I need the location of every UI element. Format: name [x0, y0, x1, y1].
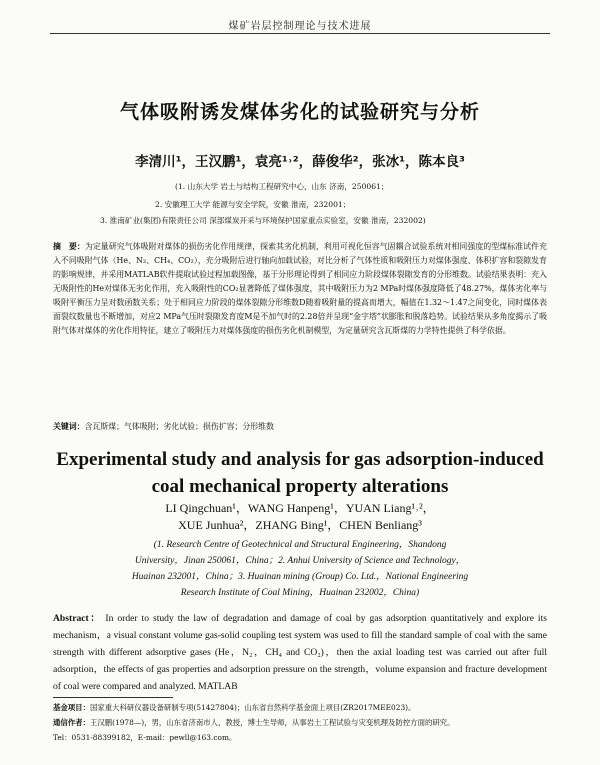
chinese-abstract-label: 摘 要： — [53, 242, 85, 251]
fund-label: 基金项目： — [53, 703, 90, 712]
contact-footnote: Tel：0531-88399182，E-mail：pewll@163.com。 — [53, 733, 237, 742]
chinese-authors: 李清川¹，王汉鹏¹，袁亮¹˒²，薛俊华²，张冰¹，陈本良³ — [135, 154, 465, 170]
english-affiliation-line: Research Institute of Coal Mining，Huainan 232002，China) — [180, 588, 420, 598]
english-affiliation-line: University，Jinan 250061，China；2. Anhui University of Science and Technology， — [134, 556, 466, 566]
chinese-keywords-label: 关键词： — [53, 422, 85, 431]
chinese-keywords-text: 含瓦斯煤；气体吸附；劣化试验；损伤扩容；分形维数 — [84, 422, 274, 431]
chinese-abstract — [53, 240, 547, 338]
fund-text: 国家重大科研仪器设备研制专项(51427804)；山东省自然科学基金面上项目(ZR2017MEE023)。 — [89, 703, 416, 712]
english-abstract — [53, 610, 547, 695]
running-head: 煤矿岩层控制理论与技术进展 — [228, 21, 372, 32]
english-affiliation-line: Huainan 232001，China；3. Huainan mining (Group) Co. Ltd.，National Engineering — [131, 572, 469, 582]
chinese-affiliation-3: 3. 淮南矿业(集团)有限责任公司 深部煤炭开采与环境保护国家重点实验室，安徽 淮南，232002) — [100, 216, 426, 225]
author-footnote — [53, 715, 547, 730]
english-authors-line-2: XUE Junhua²，ZHANG Bing¹，CHEN Benliang³ — [178, 518, 422, 532]
english-title — [0, 446, 600, 500]
chinese-title: 气体吸附诱发煤体劣化的试验研究与分析 — [119, 101, 480, 123]
english-affiliations — [0, 537, 600, 601]
author-text: 王汉鹏(1978—)，男，山东省济南市人，教授，博士生导师，从事岩土工程试验与灾变机理及防控方面的研究。 — [89, 718, 455, 727]
english-authors-line-1: LI Qingchuan¹，WANG Hanpeng¹，YUAN Liang¹˒²， — [165, 501, 435, 515]
header-rule — [50, 33, 550, 34]
chinese-abstract-text: 为定量研究气体吸附对煤体的损伤劣化作用规律，探索其劣化机制，利用可视化恒容气固耦合试验系统对相同强度的型煤标准试件充入不同吸附气体（He、N₂、CH₄、CO₂），充分吸附后进行轴向加载试验，对比分析了气体性质和吸附压力对煤体强度、体积扩容和裂隙发育的影响规律，并采用MATLAB软件提取试验过程加载图像，基于分形理论得到了相同应力阶段煤体裂隙发育的分形维数。试验结果表明：充入无吸附性的He对煤体无劣化作用，充入吸附性的CO₂显著降低了煤体强度，其中吸附压力为2 MPa时煤体强度降低了48.27%，煤体劣化率与吸附平衡压力呈对数函数关系；处于相同应力阶段的煤体裂隙分形维数D随着吸附量的提高而增大，幅值在1.32～1.47之间变化，同时煤体表面裂纹数量也不断增加，对应2 MPa气压时裂隙发育度M是不加气时的2.28倍并呈现“金字塔”状膨胀和脱落趋势。试验结果从多角度揭示了吸附气体对煤体的劣化作用特征，建立了吸附压力对煤体强度的损伤劣化机制模型，为定量研究含瓦斯煤的力学特性提供了科学依据。 — [53, 242, 547, 335]
fund-footnote — [53, 700, 547, 715]
english-authors — [0, 500, 600, 534]
english-affiliation-line: (1. Research Centre of Geotechnical and Structural Engineering，Shandong — [153, 540, 447, 550]
english-abstract-text: In order to study the law of degradation and damage of coal by gas adsorption quantitatively and explore its mechanism，a visual constant volume gas-solid coupling test system was used to fill the standard sample of coal with the same strength with different adsorptive gases (He，N₂，CH₄ and CO₂)，then the axial loading test was carried out after full adsorption，the effects of gas properties and adsorption pressure on the strength，volume expansion and fracture development of coal were compared and analyzed. MATLAB — [53, 613, 547, 692]
footnotes — [53, 700, 547, 745]
footnote-rule — [53, 697, 173, 698]
chinese-affiliation-1: (1. 山东大学 岩土与结构工程研究中心，山东 济南，250061； — [175, 182, 389, 191]
chinese-keywords — [53, 421, 547, 432]
english-abstract-label: Abstract： — [53, 613, 102, 624]
english-title-line-1: Experimental study and analysis for gas adsorption-induced — [56, 449, 544, 470]
chinese-affiliation-2: 2. 安徽理工大学 能源与安全学院，安徽 淮南，232001； — [155, 200, 351, 209]
english-title-line-2: coal mechanical property alterations — [151, 476, 449, 497]
author-label: 通信作者： — [53, 718, 90, 727]
